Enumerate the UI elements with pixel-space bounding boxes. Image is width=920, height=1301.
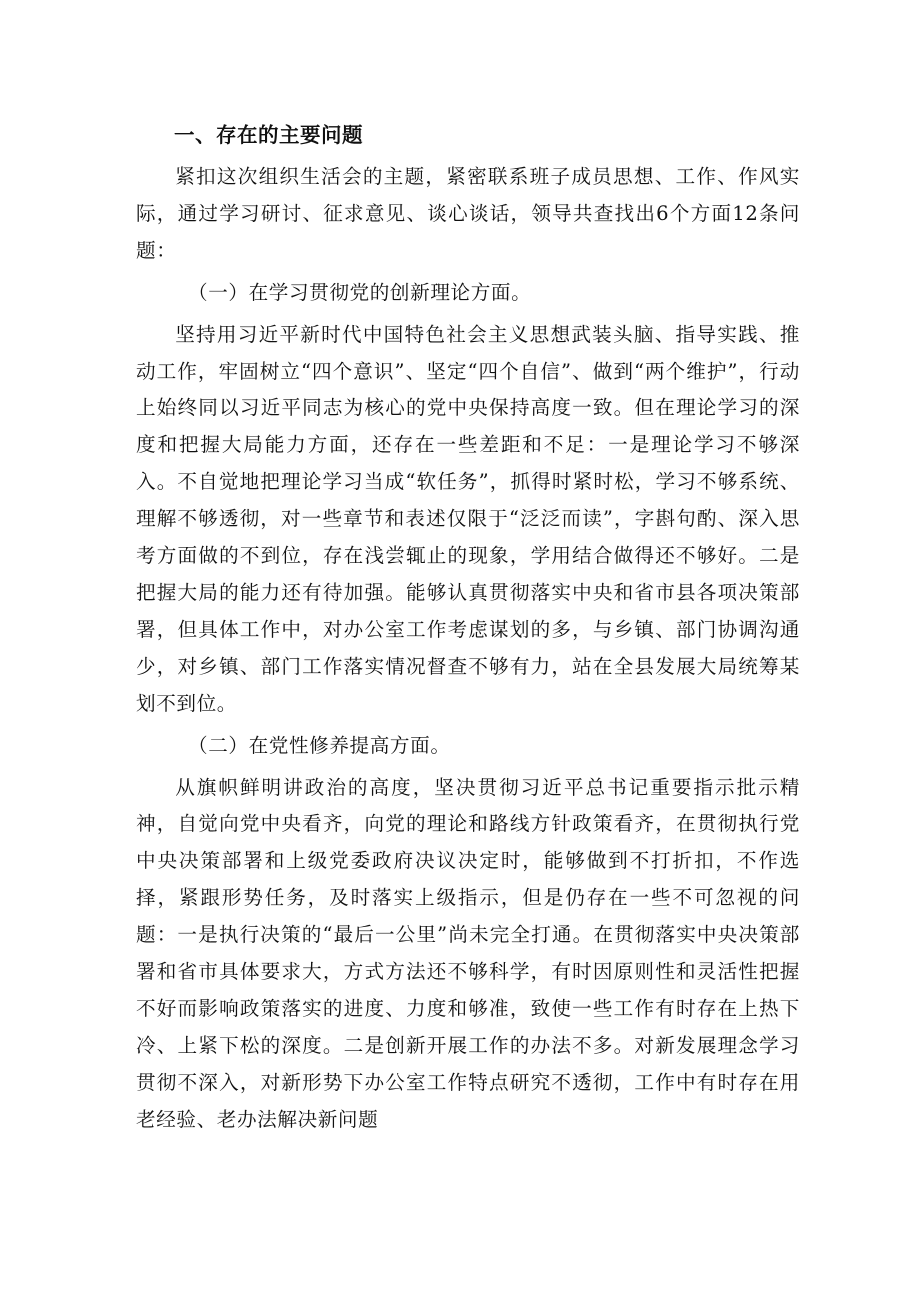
document-body: [136, 116, 800, 1139]
section-heading: 一、存在的主要问题: [174, 123, 363, 147]
intro-paragraph: 紧扣这次组织生活会的主题，紧密联系班子成员思想、工作、作风实际，通过学习研讨、征求意见、谈心谈话，领导共查找出6个方面12条问题：: [136, 165, 800, 262]
subsection-body-2: 从旗帜鲜明讲政治的高度，坚决贯彻习近平总书记重要指示批示精神，自觉向党中央看齐，向党的理论和路线方针政策看齐，在贯彻执行党中央决策部署和上级党委政府决议决定时，能够做到不打折扣，不作选择，紧跟形势任务，及时落实上级指示，但是仍存在一些不可忽视的问题：一是执行决策的“最后一公里”尚未完全打通。在贯彻落实中央决策部署和省市具体要求大，方式方法还不够科学，有时因原则性和灵活性把握不好而影响政策落实的进度、力度和够准，致使一些工作有时存在上热下冷、上紧下松的深度。二是创新开展工作的办法不多。对新发展理念学习贯彻不深入，对新形势下办公室工作特点研究不透彻，工作中有时存在用老经验、老办法解决新问题: [136, 775, 800, 1131]
subsection-title-1: （一）在学习贯彻党的创新理论方面。: [188, 280, 532, 304]
subsection-body-1: 坚持用习近平新时代中国特色社会主义思想武装头脑、指导实践、推动工作，牢固树立“四个意识”、坚定“四个自信”、做到“两个维护”，行动上始终同以习近平同志为核心的党中央保持高度一致。但在理论学习的深度和把握大局能力方面，还存在一些差距和不足：一是理论学习不够深入。不自觉地把理论学习当成“软任务”，抓得时紧时松，学习不够系统、理解不够透彻，对一些章节和表述仅限于“泛泛而读”，字斟句酌、深入思考方面做的不到位，存在浅尝辄止的现象，学用结合做得还不够好。二是把握大局的能力还有待加强。能够认真贯彻落实中央和省市县各项决策部署，但具体工作中，对办公室工作考虑谋划的多，与乡镇、部门协调沟通少，对乡镇、部门工作落实情况督查不够有力，站在全县发展大局统筹某划不到位。: [136, 322, 800, 715]
subsection-title-2: （二）在党性修养提高方面。: [188, 733, 451, 757]
